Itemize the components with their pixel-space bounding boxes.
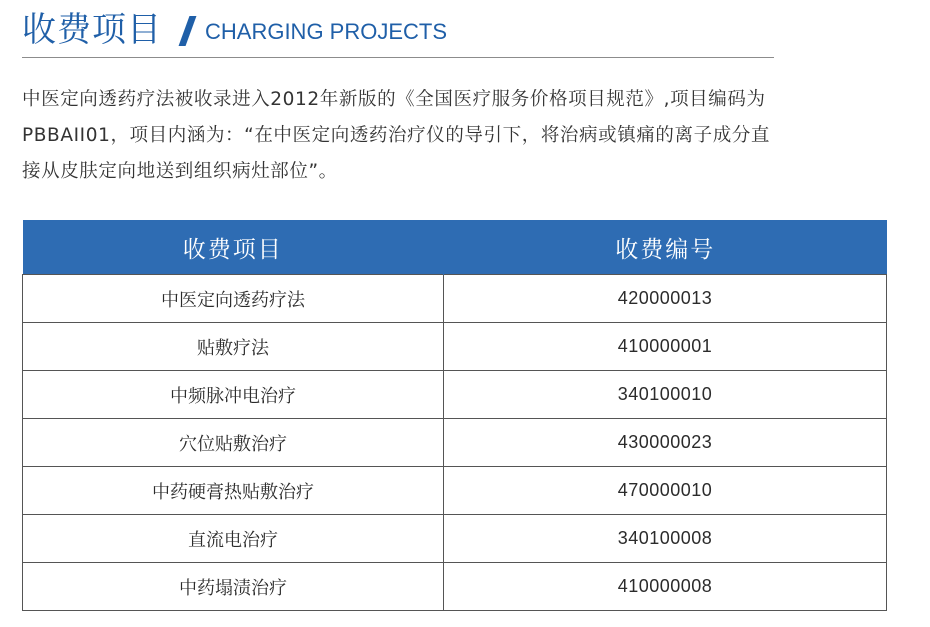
- table-row: [23, 467, 887, 515]
- title-slash-divider: [179, 16, 197, 46]
- table-row: [23, 515, 887, 563]
- column-header-code: 收费编号: [444, 220, 887, 275]
- column-header-item: 收费项目: [23, 220, 444, 275]
- table-header-row: [23, 220, 887, 275]
- item-cell: 中药硬膏热贴敷治疗: [23, 467, 444, 515]
- code-cell: 420000013: [444, 275, 887, 323]
- table-row: [23, 419, 887, 467]
- code-cell: 410000008: [444, 563, 887, 611]
- item-cell: 直流电治疗: [23, 515, 444, 563]
- page-header: [22, 6, 447, 50]
- code-cell: 410000001: [444, 323, 887, 371]
- table-row: [23, 371, 887, 419]
- header-rule: [22, 57, 774, 58]
- item-cell: 中药塌渍治疗: [23, 563, 444, 611]
- item-cell: 贴敷疗法: [23, 323, 444, 371]
- code-cell: 470000010: [444, 467, 887, 515]
- intro-line: 接从皮肤定向地送到组织病灶部位”。: [22, 161, 338, 182]
- table-row: [23, 563, 887, 611]
- page-subtitle-en: CHARGING PROJECTS: [205, 19, 448, 44]
- intro-line: PBBAII01，项目内涵为：“在中医定向透药治疗仪的导引下，将治病或镇痛的离子成分直: [22, 125, 771, 146]
- code-cell: 340100010: [444, 371, 887, 419]
- intro-paragraph: [22, 82, 902, 190]
- item-cell: 穴位贴敷治疗: [23, 419, 444, 467]
- table-row: [23, 275, 887, 323]
- item-cell: 中医定向透药疗法: [23, 275, 444, 323]
- table-row: [23, 323, 887, 371]
- page-title: 收费项目: [22, 10, 162, 50]
- item-cell: 中频脉冲电治疗: [23, 371, 444, 419]
- code-cell: 340100008: [444, 515, 887, 563]
- intro-line: 中医定向透药疗法被收录进入2012年新版的《全国医疗服务价格项目规范》,项目编码为: [22, 89, 766, 110]
- code-cell: 430000023: [444, 419, 887, 467]
- charging-table: [22, 220, 887, 611]
